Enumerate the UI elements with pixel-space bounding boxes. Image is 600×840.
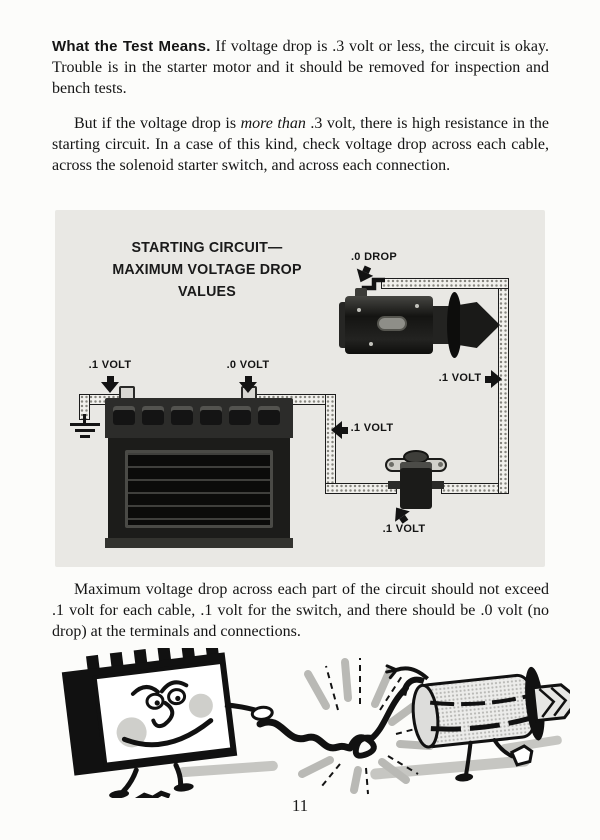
starter-motor-photo <box>343 286 511 358</box>
battery-tester-character <box>60 648 281 798</box>
paragraph-text: But if the voltage drop is <box>74 115 241 132</box>
battery-cell-cap <box>229 406 251 425</box>
tester-legs <box>120 765 181 793</box>
label-motor-connection-drop: .0 DROP <box>350 251 398 263</box>
battery-cell-cap <box>200 406 222 425</box>
cartoon-illustration <box>30 648 570 798</box>
motor-mounting-flange <box>447 292 462 358</box>
motor-nameplate <box>377 316 407 331</box>
arrow-left-icon <box>331 421 348 439</box>
motor-bolt <box>369 342 373 346</box>
label-battery-cable-drop: .1 VOLT <box>350 422 394 434</box>
solenoid-terminal <box>388 481 400 489</box>
battery-base <box>105 538 293 548</box>
battery-cell-cap <box>113 406 135 425</box>
arrow-right-icon <box>485 370 502 388</box>
tester-hand <box>252 706 273 720</box>
paragraph-high-resistance <box>52 113 549 176</box>
jumper-cable <box>260 688 406 756</box>
motor-foot <box>455 773 474 783</box>
motor-drive-cone <box>460 302 500 348</box>
label-ground-cable-drop: .1 VOLT <box>88 359 132 371</box>
diagram-starting-circuit <box>55 210 545 567</box>
battery-front-ridges <box>125 450 273 528</box>
paragraph-text: .3 volt, there is high resistance in the starting circuit. In a case of this kind, check voltage drop across each cable, across the solenoid starter switch, and across each connection. <box>52 115 550 174</box>
motor-bolt <box>357 308 361 312</box>
cable-battery-down <box>325 394 336 494</box>
diagram-title-line1: STARTING CIRCUIT— <box>131 239 283 256</box>
motor-bolt <box>415 304 419 308</box>
solenoid-body <box>400 462 432 509</box>
solenoid-bracket-hole <box>389 462 394 467</box>
arrow-down-icon <box>101 376 119 393</box>
label-motor-cable-drop: .1 VOLT <box>438 372 482 384</box>
diagram-title-line2: MAXIMUM VOLTAGE DROP VALUES <box>112 261 302 300</box>
paragraph-test-means <box>52 36 549 99</box>
battery-cell-cap <box>258 406 280 425</box>
paragraph-lead-bold: What the Test Means. <box>52 38 211 55</box>
label-battery-terminal-drop: .0 VOLT <box>226 359 270 371</box>
solenoid-switch-photo <box>385 450 449 512</box>
battery-cell-cap <box>171 406 193 425</box>
arrow-down-icon <box>239 376 257 393</box>
solenoid-terminal <box>432 481 444 489</box>
paragraph-text: Maximum voltage drop across each part of the circuit should not exceed .1 volt for each cable, .1 volt for the switch, and there should be .0 volt (no drop) at the terminals and connections. <box>52 581 549 640</box>
tester-foot <box>173 782 194 792</box>
tester-face-panel <box>95 662 233 765</box>
solenoid-bracket-hole <box>438 462 443 467</box>
battery-photo <box>105 392 293 548</box>
diagram-title <box>84 237 331 303</box>
label-switch-drop: .1 VOLT <box>382 523 426 535</box>
paragraph-max-drop <box>52 579 549 642</box>
paragraph-italic: more than <box>240 115 306 132</box>
battery-cell-cap <box>142 406 164 425</box>
paragraph-text: If voltage drop is .3 volt or less, the circuit is okay. Trouble is in the starter motor and it should be removed for inspection and bench tests. <box>52 38 549 97</box>
page-number: 11 <box>291 796 309 815</box>
